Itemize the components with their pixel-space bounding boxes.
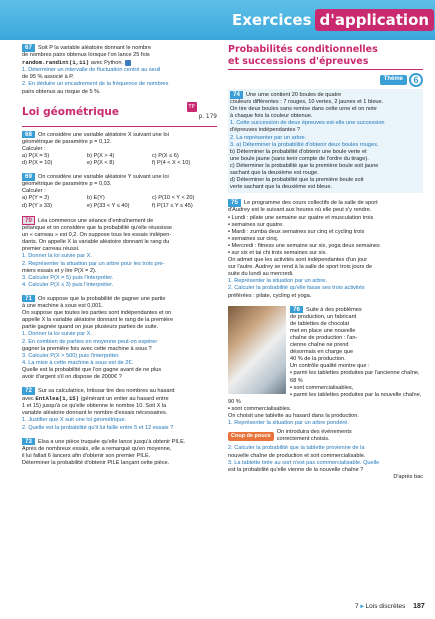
right-column xyxy=(228,44,423,487)
exercise-76: 76 Suite à des problèmes de production, un fabricant de tablettes de chocolat met en place une nouvelle chaîne de production : l'an- cienne chaîne ne prend désormais en charge que 40 % de la production. Un contrôle qualité montre que : • parmi les tablettes produites par l'ancienne chaîne, 68 % • sont commercialisables, • parmi les tablettes produites par la nouvelle chaîne, 90 % • sont commercialisables. On choisit une tablette au hasard dans la production. 1. Représenter la situation par un arbre pondéré. Coup de pouce On introduira des événements correctement choisis. 2. Calculer la probabilité que la tablette provienne de la nouvelle chaîne de production et soit commercialisable. 3. La tablette tirée au sort n'est pas commercialisable. Quelle est la probabilité qu'elle vienne de la nouvelle chaîne ? D'après bac xyxy=(228,306,423,481)
source-note: D'après bac xyxy=(393,473,423,480)
exercise-number: 72 xyxy=(22,387,35,395)
exercise-number: 70 xyxy=(22,216,35,226)
theme-badge: Thème 6 xyxy=(228,73,423,87)
exercise-number: 74 xyxy=(230,91,243,99)
page-title xyxy=(232,9,434,31)
chocolate-production-photo xyxy=(228,306,286,394)
exercise-72: 72 Sur sa calculatrice, Intissar tire des nombres au hasard avec EntAlea(1,15) (générant un entier au hasard entre 1 et 15) jusqu'à ce qu'elle obtienne le nombre 10. Soit X la variable aléatoire donnant le nombre d'essais nécessaires. 1. Justifier que X suit une loi géométrique. 2. Quelle est la probabilité qu'il lui faille entre 5 et 12 essais ? xyxy=(22,387,175,431)
question-grid: a) P(Y = 3) b) E(Y) c) P(10 < Y < 20) d) P(Y ≥ 33) e) P(33 < Y ≤ 40) f) P(17 ≤ Y ≤ 45) xyxy=(22,195,195,209)
exercise-number: 68 xyxy=(22,131,35,139)
exercise-71: 71 On suppose que la probabilité de gagner une partie à une machine à sous est 0,001. On suppose que toutes les parties sont indépendantes et on appelle X la variable aléatoire donnant le rang de la première partie gagnée quand on joue plusieurs parties de suite. 1. Donner la loi suivie par X. 2. En combien de parties en moyenne peut-on espérer gagner la première fois avec cette machine à sous ? 3. Calculer P(X > 500) puis l'interpréter. 4. La mise à cette machine à sous est de 2€. Quelle est la probabilité que l'on gagne avant de ne plus avoir d'argent s'il on dispose de 2000€ ? xyxy=(22,294,174,380)
python-icon xyxy=(125,60,131,66)
question-grid: a) P(X = 5) b) P(X > 4) c) P(X ≤ 6) d) P(X = 10) e) P(X < 8) f) P(4 < X < 10) xyxy=(22,152,191,167)
exercise-67: 67 Soit P la variable aléatoire donnant le nombre de nombres pairs obtenus lorsque l'on lance 25 fois random.randint(1,11) avec Python. 1. Déterminer un intervalle de fluctuation centré au seuil de 95 % associé à P. 2. En déduire un encadrement de la fréquence de nombres pairs obtenus au risque de 5 %. xyxy=(22,44,169,95)
bullet-list: • parmi les tablettes produites par l'ancienne chaîne, 68 % • sont commercialisables, • parmi les tablettes produites par la nouvelle chaîne, 90 % • sont commercialisables. xyxy=(228,370,423,413)
theme-number: 6 xyxy=(409,73,423,87)
exercise-number: 67 xyxy=(22,44,35,52)
calculator-code: EntAlea(1,15) xyxy=(35,395,80,403)
arrow-icon: ▸ xyxy=(360,603,364,610)
coup-de-pouce-hint: Coup de pouce On introduira des événements correctement choisis. xyxy=(228,429,423,443)
hint-tag: Coup de pouce xyxy=(228,432,274,441)
title-main: Exercices xyxy=(232,11,312,29)
page-number: 187 xyxy=(413,603,425,610)
exercise-number: 69 xyxy=(22,173,35,181)
title-sub: d'application xyxy=(315,9,435,31)
exercise-number: 76 xyxy=(290,306,303,314)
exercise-number: 75 xyxy=(228,199,241,207)
exercise-number: 71 xyxy=(22,295,35,303)
chapter-name: Lois discrètes xyxy=(365,603,406,610)
python-code: random.randint(1,11) xyxy=(22,59,90,67)
section-title-probabilites: Probabilités conditionnelles et successions d'épreuves xyxy=(228,44,378,67)
exercise-74: 74 Une urne contient 20 boules de quatre couleurs différentes : 7 rouges, 10 vertes, 2 jaunes et 1 bleue. On tire deux boules sans remise dans cette urne et on note à chaque fois la couleur obtenue. 1. Cette succession de deux épreuves est-elle une succession d'épreuves indépendantes ? 2. La représenter par un arbre. 3. a) Déterminer la probabilité d'obtenir deux boules rouges. b) Déterminer la probabilité d'obtenir une boule verte et une boule jaune (sans tenir compte de l'ordre du tirage). c) Déterminer la probabilité que la première boule soit jaune sachant que la deuxième est rouge. d) Déterminer la probabilité que la première boule soit verte sachant que la deuxième est bleue. xyxy=(228,89,423,193)
page-footer xyxy=(355,603,425,610)
left-column xyxy=(22,44,217,473)
exercise-70: 70 Léa commence une séance d'entraînement de pétanque et on considère que la probabilité qu'elle réussisse un « carreau » est 0,2. On suppose tous les essais indépen- dants. On appelle X la variable aléatoire donnant le rang du premier carreau réussi. 1. Donner la loi suivie par X. 2. Représenter la situation par un arbre pour les trois pre- miers essais et y lire P(X = 2). 3. Calculer P(X = 5) puis l'interpréter. 4. Calculer P(X ≤ 3) puis l'interpréter. xyxy=(22,216,173,288)
exercise-75: 75 Le programme des cours collectifs de la salle de sport d'Audrey est le suivant aux heures où elle peut s'y rendre. • Lundi : pilate une semaine sur quatre et musculation trois • semaines sur quatre. • Mardi : zumba deux semaines sur cinq et cycling trois • semaines sur cinq. • Mercredi : fitness une semaine sur six, yoga deux semaines • sur six et tai chi trois semaines sur six. On admet que les activités sont indépendantes d'un jour sur l'autre. Audrey se rend à la salle de sport trois jours de suite du lundi au mercredi. 1. Représenter la situation par un arbre. 2. Calculer la probabilité qu'elle fasse ses trois activités préférées : pilate, cycling et yoga. xyxy=(228,199,423,299)
exercise-number: 73 xyxy=(22,438,35,446)
bullet-list: • Lundi : pilate une semaine sur quatre et musculation trois • semaines sur quatre. • Mardi : zumba deux semaines sur cinq et cycling trois • semaines sur cinq. • Mercredi : fitness une semaine sur six, yoga deux semaines • sur six et tai chi trois semaines sur six. xyxy=(228,215,423,258)
section-title-loi-geometrique: Loi géométrique TP 4 p. 179 xyxy=(22,102,217,127)
page-header xyxy=(0,0,435,40)
tp-icon: TP 4 xyxy=(188,103,195,120)
exercise-69: 69 On considère une variable aléatoire Y suivant une loi géométrique de paramètre p = 0,03. Calculer : a) P(Y = 3) b) E(Y) c) P(10 < Y < 20) d) P(Y ≥ 33) e) P(33 < Y ≤ 40) f) P(17 ≤ Y ≤ 45) xyxy=(22,173,217,209)
exercise-68: 68 On considère une variable aléatoire X suivant une loi géométrique de paramètre p = 0,12. Calculer : a) P(X = 5) b) P(X > 4) c) P(X ≤ 6) d) P(X = 10) e) P(X < 8) f) P(4 < X < 10) xyxy=(22,131,217,167)
exercise-73: 73 Elsa a une pièce truquée qu'elle lance jusqu'à obtenir PILE. Après de nombreux essais, elle a remarqué qu'en moyenne, il lui fallait 6 lancers afin d'obtenir son premier PILE. Déterminer la probabilité d'obtenir PILE lançant cette pièce. xyxy=(22,437,186,466)
chapter-number: 7 xyxy=(355,603,359,610)
section-divider xyxy=(228,69,423,70)
